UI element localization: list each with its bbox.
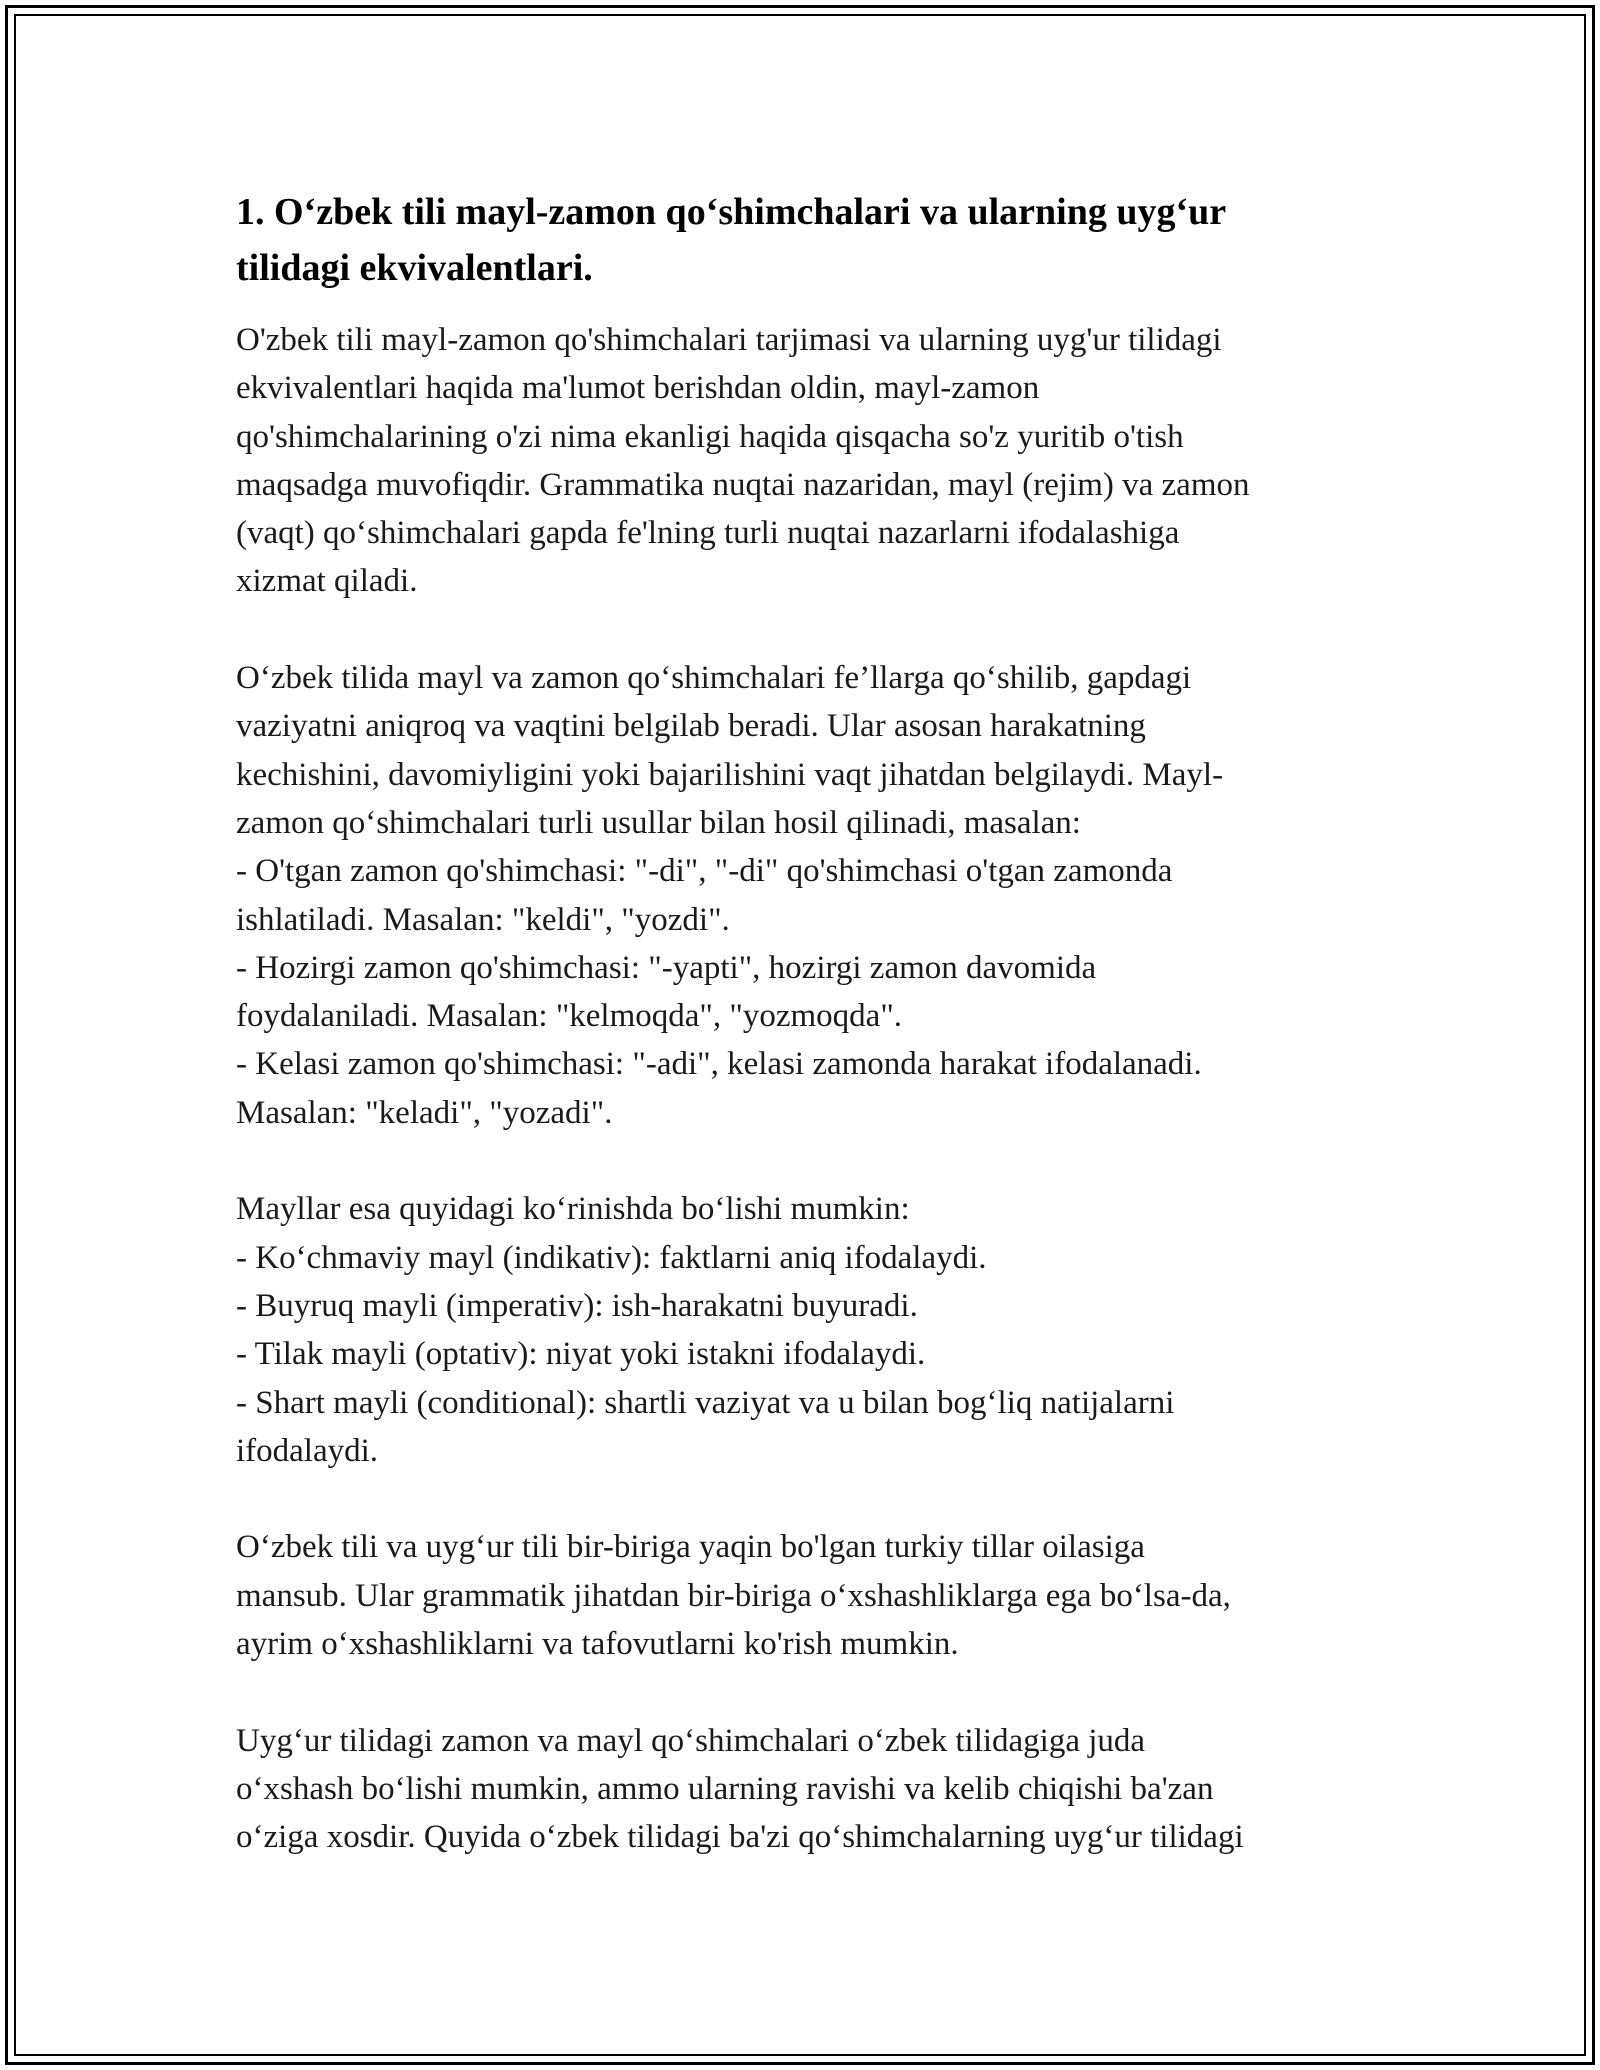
text-line: O‘zbek tili va uyg‘ur tili bir-biriga yaqin bo'lgan turkiy tillar oilasiga [236, 1529, 1145, 1566]
text-line: ayrim o‘xshashliklarni va tafovutlarni ko'rish mumkin. [236, 1626, 959, 1663]
section-heading [236, 184, 1376, 296]
text-line: Masalan: "keladi", "yozadi". [236, 1094, 613, 1131]
text-line: O‘zbek tilida mayl va zamon qo‘shimchalari fe’llarga qo‘shilib, gapdagi [236, 660, 1192, 697]
text-line: ifodalaydi. [236, 1432, 379, 1469]
text-line: o‘ziga xosdir. Quyida o‘zbek tilidagi ba'zi qo‘shimchalarning uyg‘ur tilidagi [236, 1819, 1244, 1856]
paragraph-uyghur-suffixes [236, 1717, 1376, 1862]
text-line: ekvivalentlari haqida ma'lumot berishdan oldin, mayl-zamon [236, 370, 1040, 407]
text-line: vaziyatni aniqroq va vaqtini belgilab beradi. Ular asosan harakatning [236, 708, 1146, 745]
text-line: - O'tgan zamon qo'shimchasi: "-di", "-di" qo'shimchasi o'tgan zamonda [236, 853, 1173, 890]
text-line: ishlatiladi. Masalan: "keldi", "yozdi". [236, 901, 730, 938]
text-line: - Tilak mayli (optativ): niyat yoki istakni ifodalaydi. [236, 1336, 926, 1373]
text-line: xizmat qiladi. [236, 563, 418, 600]
text-line: maqsadga muvofiqdir. Grammatika nuqtai nazaridan, mayl (rejim) va zamon [236, 466, 1250, 503]
text-line: Mayllar esa quyidagi ko‘rinishda bo‘lishi mumkin: [236, 1191, 910, 1228]
text-line: - Buyruq mayli (imperativ): ish-harakatni buyuradi. [236, 1287, 918, 1324]
text-line: - Ko‘chmaviy mayl (indikativ): faktlarni aniq ifodalaydi. [236, 1239, 987, 1276]
text-line: Uyg‘ur tilidagi zamon va mayl qo‘shimchalari o‘zbek tilidagiga juda [236, 1722, 1146, 1759]
paragraph-language-family [236, 1523, 1376, 1668]
text-line: mansub. Ular grammatik jihatdan bir-biriga o‘xshashliklarga ega bo‘lsa-da, [236, 1577, 1231, 1614]
text-line: o‘xshash bo‘lishi mumkin, ammo ularning ravishi va kelib chiqishi ba'zan [236, 1770, 1214, 1807]
text-line: (vaqt) qo‘shimchalari gapda fe'lning turli nuqtai nazarlarni ifodalashiga [236, 515, 1180, 552]
text-line: O'zbek tili mayl-zamon qo'shimchalari tarjimasi va ularning uyg'ur tilidagi [236, 322, 1222, 358]
text-line: foydalaniladi. Masalan: "kelmoqda", "yozmoqda". [236, 998, 903, 1035]
text-line: kechishini, davomiyligini yoki bajarilishini vaqt jihatdan belgilaydi. Mayl- [236, 756, 1224, 793]
text-line: - Kelasi zamon qo'shimchasi: "-adi", kelasi zamonda harakat ifodalanadi. [236, 1046, 1202, 1083]
text-line: qo'shimchalarining o'zi nima ekanligi haqida qisqacha so'z yuritib o'tish [236, 418, 1184, 455]
paragraph-intro [236, 316, 1376, 606]
text-line: - Shart mayli (conditional): shartli vaziyat va u bilan bog‘liq natijalarni [236, 1384, 1175, 1421]
heading-line: tilidagi ekvivalentlari. [236, 247, 593, 289]
paragraph-tense-suffixes [236, 654, 1376, 1137]
heading-line: 1. O‘zbek tili mayl-zamon qo‘shimchalari va ularning uyg‘ur [236, 191, 1227, 233]
text-line: - Hozirgi zamon qo'shimchasi: "-yapti", hozirgi zamon davomida [236, 949, 1097, 986]
text-line: zamon qo‘shimchalari turli usullar bilan hosil qilinadi, masalan: [236, 804, 1081, 841]
paragraph-moods [236, 1185, 1376, 1475]
document-body [236, 184, 1376, 1910]
